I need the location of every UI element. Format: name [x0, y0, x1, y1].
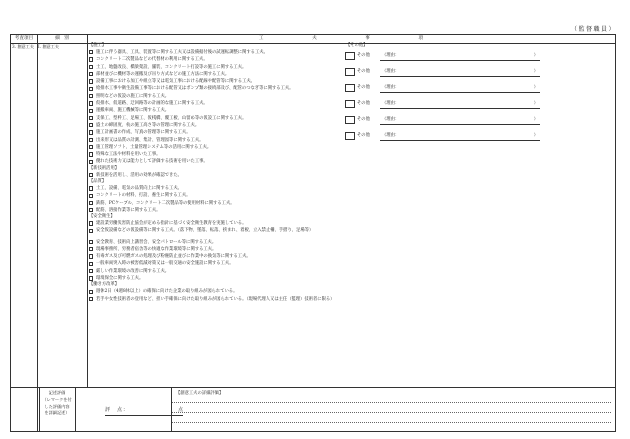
footer-divider-b: [75, 388, 76, 431]
check-item[interactable]: [88, 200, 350, 207]
check-item-label: 照明などの仮設の施工に関する工夫。: [96, 93, 170, 99]
checkbox[interactable]: [89, 123, 93, 127]
footer-divider-a: [39, 388, 40, 431]
check-item-label: 施工計画書の作成、写真の管理等に関する工夫。: [96, 130, 191, 136]
other-title: 【その他】: [346, 43, 368, 48]
group-title: 【安全衛生】: [89, 214, 115, 220]
checkbox[interactable]: [89, 160, 93, 164]
other-label: その他: [357, 53, 370, 58]
check-item-label: 安全教育、技術向上講習会、安全パトロール等に関する工夫。: [96, 239, 217, 245]
checkbox[interactable]: [89, 87, 93, 91]
checkbox[interactable]: [89, 94, 93, 98]
check-item-label: 運搬車両、施工機械等に関する工夫。: [96, 108, 170, 114]
check-item-label: 建設業労働災害防止協会が定める指針に基づく安全衛生教育を実施している。: [96, 221, 247, 227]
score-unit: 点: [177, 407, 183, 413]
reason-open: （理由：: [382, 101, 400, 106]
check-item-label: 優れた技術力又は能力として評価する技術を用いた工事。: [96, 159, 208, 165]
other-label: その他: [357, 133, 370, 138]
check-item-label: 鉄筋、PCケーブル、コンクリート二次製品等の使用材料に関する工夫。: [96, 200, 235, 206]
check-item-label: 施工管理ソフト、土量管理システム等の活用に関する工夫。: [96, 144, 212, 150]
reason-field[interactable]: [380, 100, 540, 109]
check-item[interactable]: [88, 172, 350, 179]
reason-close: ）: [533, 133, 538, 138]
written-evaluation-label-line: （レマークを付: [42, 396, 72, 402]
other-label: その他: [357, 101, 370, 106]
check-item-label: 支保工、型枠工、足場工、仮桟橋、覆工板、山留め等の仮設工に関する工夫。: [96, 115, 247, 121]
other-row: [344, 113, 616, 129]
reason-field[interactable]: [380, 52, 540, 61]
check-item[interactable]: [88, 228, 350, 239]
check-item-label: 若手や女性技術者の登用など、担い手確保に向けた取り組みが図られている。（現場代理人又は主任（監理）技術者に限る）: [96, 296, 335, 302]
checkbox[interactable]: [89, 194, 93, 198]
other-checkbox[interactable]: [345, 68, 355, 76]
detailed-evaluation-title: 【創意工夫の詳細評価】: [176, 391, 224, 396]
check-item-label: 一般車両突入時の被害低減対策又は一般交通の安全施設に関する工夫。: [96, 261, 234, 267]
checkbox[interactable]: [89, 240, 93, 244]
divider-item: [37, 35, 38, 431]
checkbox[interactable]: [89, 254, 93, 258]
group-title: 【施工】: [89, 43, 107, 48]
check-item-label: 週休2日（4週8休以上）の確保に向けた企業の取り組みが図られている。: [96, 289, 238, 295]
check-item[interactable]: [88, 115, 350, 122]
reason-open: （理由：: [382, 133, 400, 138]
check-item[interactable]: [88, 220, 350, 227]
check-item[interactable]: [88, 151, 350, 158]
check-item[interactable]: [88, 144, 350, 151]
checkbox[interactable]: [89, 116, 93, 120]
check-item[interactable]: [88, 107, 350, 114]
checkbox[interactable]: [89, 72, 93, 76]
check-item[interactable]: [88, 246, 350, 253]
check-item-label: 現場事務所、労務者宿舎等の快適な作業環境等に関する工夫。: [96, 246, 217, 252]
group-title: 【働き方改革】: [89, 282, 120, 288]
check-item[interactable]: [88, 122, 350, 129]
reason-field[interactable]: [380, 84, 540, 93]
checkbox[interactable]: [89, 152, 93, 156]
check-item-label: 配筋、溶接作業等に関する工夫。: [96, 207, 161, 213]
check-item-label: 給排水工事や衛生設備工事等における配管又はポンプ類の接続部及び、配管のつなぎ等に関する工夫。: [96, 86, 294, 92]
checkbox[interactable]: [89, 130, 93, 134]
check-item-label: コンクリートの材料、打設、養生に関する工夫。: [96, 193, 191, 199]
check-item[interactable]: [88, 158, 350, 165]
check-item-label: 環境保全に関する工夫。: [96, 276, 144, 282]
other-row: [344, 129, 616, 145]
other-column: [344, 43, 616, 145]
checkbox[interactable]: [89, 229, 93, 233]
check-item[interactable]: [88, 78, 350, 85]
check-item-label: 安全仮設備などの仮設備等に関する工夫。（落下物、墜落、転落、挟まれ、着板、立入禁止柵、手摺り、足場等）: [96, 227, 314, 233]
other-row: [344, 65, 616, 81]
check-item-label: 土工、地盤改良、橋梁架設、舗装、コンクリート打設等の施工に関する工夫。: [96, 64, 247, 70]
check-item[interactable]: [88, 268, 350, 275]
reason-field[interactable]: [380, 116, 540, 125]
reason-open: （理由：: [382, 117, 400, 122]
checkbox[interactable]: [89, 208, 93, 212]
other-row: [344, 49, 616, 65]
evaluation-form: [10, 34, 616, 432]
check-item-label: 土工、設備、電気の品質向上に関する工夫。: [96, 186, 182, 192]
check-item[interactable]: [88, 253, 350, 260]
header-item: 考査項目: [14, 36, 34, 41]
other-label: その他: [357, 85, 370, 90]
other-checkbox[interactable]: [345, 116, 355, 124]
checkbox[interactable]: [89, 65, 93, 69]
check-item-label: 設備工事における加工や組立等又は電気工事における配線や配管等に関する工夫。: [96, 79, 255, 85]
reason-close: ）: [533, 101, 538, 106]
reason-open: （理由：: [382, 53, 400, 58]
check-item-label: 仮排水、仮道路、迂回路等の計画的な施工に関する工夫。: [96, 101, 208, 107]
detail-line-3[interactable]: [172, 422, 611, 423]
checkbox[interactable]: [89, 50, 93, 54]
checkbox[interactable]: [89, 201, 93, 205]
other-row: [344, 97, 616, 113]
check-item[interactable]: [88, 260, 350, 267]
check-item[interactable]: [88, 296, 350, 303]
checkbox[interactable]: [89, 173, 93, 177]
check-item[interactable]: [88, 100, 350, 107]
check-item-label: 有毒ガス及び可燃ガスの処理及び粉塵防止並びに作業中の換気等に関する工夫。: [96, 254, 251, 260]
written-evaluation-label-line: した評価内容: [44, 403, 70, 409]
checkbox[interactable]: [89, 290, 93, 294]
written-evaluation-label-line: を詳細記述）: [44, 410, 70, 416]
other-checkbox[interactable]: [345, 84, 355, 92]
checkbox[interactable]: [89, 186, 93, 190]
reason-close: ）: [533, 85, 538, 90]
group-title: 【品質】: [89, 179, 107, 185]
checkbox[interactable]: [89, 276, 93, 280]
footer-evaluation: [11, 387, 615, 431]
check-item[interactable]: [88, 93, 350, 100]
subitem-label: Ⅰ. 創意工夫: [38, 44, 60, 49]
checkbox[interactable]: [89, 101, 93, 105]
reason-close: ）: [533, 69, 538, 74]
score-field[interactable]: [105, 405, 183, 416]
check-item-label: 施工に伴う器具、工具、装置等に関する工夫又は設備据付後の試運転調整に関する工夫。: [96, 50, 268, 55]
item-label: 3. 創意工夫: [12, 44, 35, 49]
reason-field[interactable]: [380, 68, 540, 77]
page-header-role: （監督職員）: [570, 26, 616, 33]
check-items-area: [88, 43, 350, 303]
reason-close: ）: [533, 117, 538, 122]
check-item-label: 盛土の締固度、杭の施工高さ等の管理に関する工夫。: [96, 122, 200, 128]
other-row: [344, 81, 616, 97]
checkbox[interactable]: [89, 57, 93, 61]
check-item[interactable]: [88, 137, 350, 144]
check-item-label: コンクリート二次製品などの代替材の利用に関する工夫。: [96, 57, 208, 63]
check-item-label: 特殊な工法や材料を用いた工事。: [96, 152, 161, 158]
reason-open: （理由：: [382, 69, 400, 74]
check-item[interactable]: [88, 49, 350, 56]
check-item[interactable]: [88, 239, 350, 246]
other-label: その他: [357, 69, 370, 74]
written-evaluation-label: [41, 390, 73, 417]
reason-field[interactable]: [380, 132, 540, 141]
check-item-label: 厳しい作業環境の改善に関する工夫。: [96, 268, 170, 274]
detail-line-2[interactable]: [172, 412, 611, 413]
check-item-label: 出来形又は品質の計測、集計、管理図等に関する工夫。: [96, 137, 204, 143]
checkbox[interactable]: [89, 247, 93, 251]
other-checkbox[interactable]: [345, 132, 355, 140]
check-item[interactable]: [88, 129, 350, 136]
check-item[interactable]: [88, 288, 350, 295]
detail-line-1[interactable]: [172, 402, 611, 403]
check-item[interactable]: [88, 71, 350, 78]
other-checkbox[interactable]: [345, 52, 355, 60]
checkbox[interactable]: [89, 221, 93, 225]
group-title: 【新技術活用】: [89, 165, 120, 171]
check-item-label: 新技術を活用し、活用の効果が確認できた。: [96, 172, 182, 178]
header-main: 工 夫 事 項: [258, 36, 446, 41]
other-label: その他: [357, 117, 370, 122]
check-item[interactable]: [88, 185, 350, 192]
written-evaluation-label-line: 記述評価: [48, 390, 66, 395]
check-item[interactable]: [88, 64, 350, 71]
score-label: 評 点：: [105, 407, 130, 413]
other-checkbox[interactable]: [345, 100, 355, 108]
check-item[interactable]: [88, 56, 350, 63]
reason-open: （理由：: [382, 85, 400, 90]
checkbox[interactable]: [89, 138, 93, 142]
checkbox[interactable]: [89, 297, 93, 301]
checkbox[interactable]: [89, 262, 93, 266]
checkbox[interactable]: [89, 109, 93, 113]
check-item[interactable]: [88, 85, 350, 92]
header-subitem: 細 別: [55, 36, 69, 41]
check-item[interactable]: [88, 207, 350, 214]
checkbox[interactable]: [89, 145, 93, 149]
checkbox[interactable]: [89, 269, 93, 273]
checkbox[interactable]: [89, 79, 93, 83]
check-item[interactable]: [88, 192, 350, 199]
check-item-label: 部材並びに機材等の運搬及び吊り方式などの施工方法に関する工夫。: [96, 71, 230, 77]
check-item[interactable]: [88, 275, 350, 282]
reason-close: ）: [533, 53, 538, 58]
